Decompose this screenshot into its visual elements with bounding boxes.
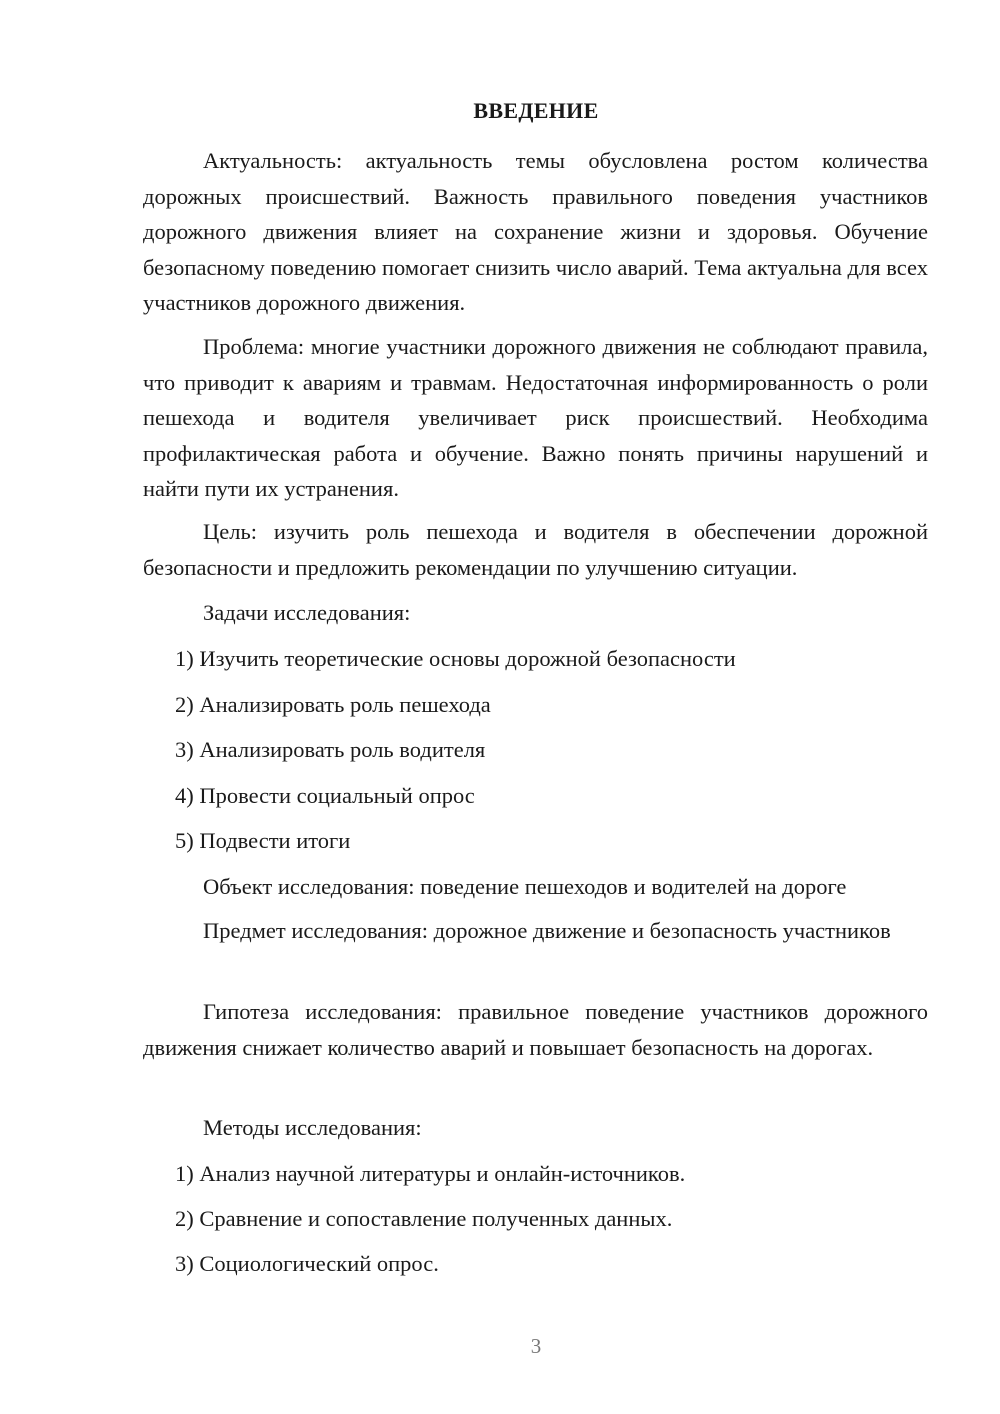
goal-paragraph: Цель: изучить роль пешехода и водителя в обеспечении дорожной безопасности и предложить рекомендации по улучшению ситуации. (143, 519, 928, 580)
object-line: Объект исследования: поведение пешеходов и водителей на дороге (203, 874, 847, 899)
subject-paragraph: Предмет исследования: дорожное движение и безопасность участников (203, 918, 891, 943)
relevance-paragraph: Актуальность: актуальность темы обусловлена ростом количества дорожных происшествий. Важность правильного поведения участников дорожного движения влияет на сохранение жизни и здоровья. Обучение безопасному поведению помогает снизить число аварий. Тема актуальна для всех участников дорожного движения. (143, 148, 928, 315)
task-item: 2) Анализировать роль пешехода (175, 692, 491, 717)
task-item: 5) Подвести итоги (175, 828, 351, 853)
tasks-heading: Задачи исследования: (203, 600, 411, 625)
problem-paragraph: Проблема: многие участники дорожного движения не соблюдают правила, что приводит к авариям и травмам. Недостаточная информированность о роли пешехода и водителя увеличивает риск происшествий. Необходима профилактическая работа и обучение. Важно понять причины нарушений и найти пути их устранения. (143, 334, 928, 501)
page-title: ВВЕДЕНИЕ (473, 98, 599, 123)
page-number: 3 (530, 1334, 542, 1358)
methods-heading: Методы исследования: (203, 1115, 422, 1140)
method-item: 3) Социологический опрос. (175, 1251, 439, 1276)
task-item: 1) Изучить теоретические основы дорожной безопасности (175, 646, 736, 671)
method-item: 2) Сравнение и сопоставление полученных данных. (175, 1206, 673, 1231)
task-item: 3) Анализировать роль водителя (175, 737, 486, 762)
method-item: 1) Анализ научной литературы и онлайн-источников. (175, 1161, 686, 1186)
hypothesis-paragraph: Гипотеза исследования: правильное поведение участников дорожного движения снижает количество аварий и повышает безопасность на дорогах. (143, 999, 928, 1060)
task-item: 4) Провести социальный опрос (175, 783, 475, 808)
